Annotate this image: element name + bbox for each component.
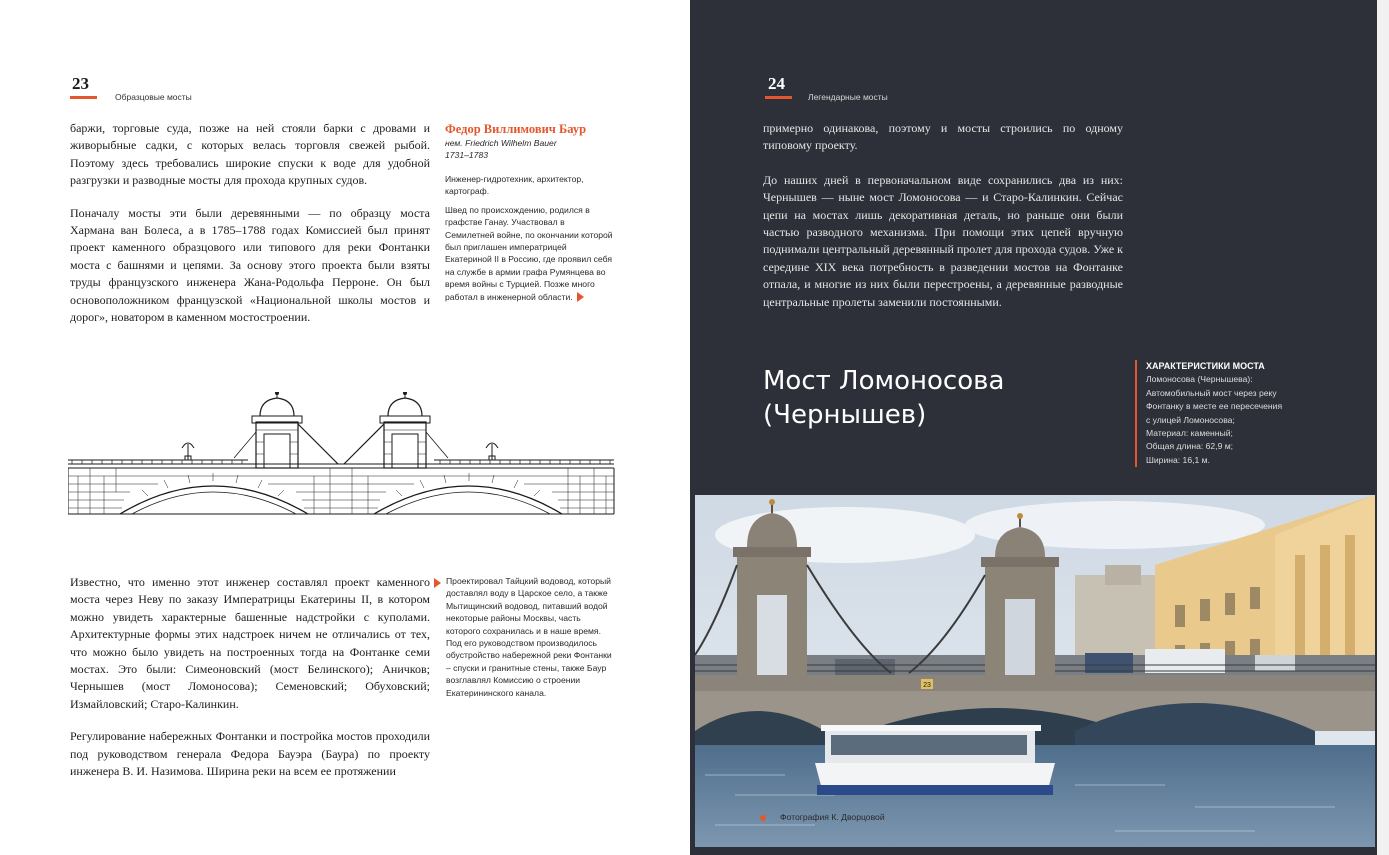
bio-text: Швед по происхождению, родился в графстве Ганау. Участвовал в Семилетней войне, по окончании которой был приглашен императрицей Екатериной II в Россию, где проявил себя на службе в армии графа Румянцева во время войны с Турцией. Позже много работал в инженерной области. [445,204,613,302]
left-page [0,0,690,855]
note-arrow-icon [434,578,441,588]
bridge-characteristics [1135,360,1316,467]
page-number-right: 24 [768,74,785,93]
bridge-photo-illustration [695,495,1375,847]
bridge-photo [695,495,1375,847]
characteristics-line: Ширина: 16,1 м. [1146,454,1210,465]
bio-original-name: нем. Friedrich Wilhelm Bauer [445,138,557,148]
bio-profession: Инженер-гидротехник, архитектор, картограф. [445,174,584,197]
sidebar-bio [445,122,613,303]
bridge-drawing [68,392,616,516]
photo-caption [760,812,885,822]
page-number-left: 23 [72,74,89,93]
paragraph: баржи, торговые суда, позже на ней стояли барки с дровами и живорыбные садки, с которых велась торговля свежей рыбой. Поэтому здесь требовались широкие спуски к воде для удобной разгрузки и разводные мосты для прохода крупных судов. [70,121,430,188]
bio-name: Федор Виллимович Баур [445,122,587,136]
caption-text: Фотография К. Дворцовой [780,812,885,822]
paragraph: До наших дней в первоначальном виде сохранились два из них: Чернышев — ныне мост Ломоносова — и Старо-Калинкин. Сейчас цепи на мостах лишь декоративная деталь, но раньше они были частью разводного механизма. При помощи этих цепей вручную поднимали центральный деревянный пролет для прохода судов. Уже к середине XIX века потребность в разведении мостов на Фонтанке отпала, и многие из них были перестроены, а деревянные разводные центральные пролеты заменили постоянными. [763,172,1123,309]
sidebar-note [446,575,612,699]
page-number-bar-right [765,96,792,99]
paragraph: Регулирование набережных Фонтанки и постройка мостов проходили под руководством генерала Федора Бауэра (Баура) по проекту инженера В. И. Назимова. Ширина реки на всем ее протяжении [70,729,430,779]
characteristics-line: Автомобильный мост через реку [1146,387,1277,398]
continue-arrow-icon [577,292,584,302]
bio-text-wrap [445,204,613,303]
characteristics-header: ХАРАКТЕРИСТИКИ МОСТА [1146,361,1265,371]
body-text-bottom [70,574,430,795]
characteristics-line: Фонтанку в месте ее пересечения [1146,401,1283,412]
paragraph: Поначалу мосты эти были деревянными — по образцу моста Хармана ван Болеса, а в 1785–1788 годах Комиссией был принят проект каменного образцового или типового для реки Фонтанки моста с башнями и цепями. За основу этого проекта были взяты труды французского инженера Жана-Родольфа Перроне. Он был основоположником французской «Национальной школы мостов и дорог», новатором в каменном мостостроении. [70,205,430,325]
characteristics-line: Ломоносова (Чернышева): [1146,374,1253,385]
characteristics-line: Общая длина: 62,9 м; [1146,441,1234,452]
heading-line: Мост Ломоносова [763,366,1005,396]
bridge-plate-number: 23 [923,682,931,689]
right-edge [1377,0,1389,855]
note-text: Проектировал Тайцкий водовод, который доставлял воду в Царское село, а также Мытищинский водовод, питавший водой некоторые районы Москвы, часть которого сохранилась и в наше время. Под его руководством производилось обустройство набережной реки Фонтанки – спуски и гранитные стены, также Баур возглавлял Комиссию о строении Екатерининского канала. [446,576,612,698]
characteristics-line: Материал: каменный; [1146,428,1233,439]
body-text-right [763,120,1123,328]
paragraph: Известно, что именно этот инженер составлял проект каменного моста через Неву по заказу Императрицы Екатерины II, в котором можно увидеть характерные башенные надстройки с куполами. Архитектурные формы этих надстроек ничем не отличались от тех, что можно было увидеть на построенных тогда на Фонтанке семи мостах. Это были: Симеоновский (мост Белинского); Аничков; Чернышев (мост Ломоносова); Семеновский; Обуховский; Измайловский; Старо-Калинкин. [70,575,430,711]
bio-years: 1731–1783 [445,150,489,160]
page-number-bar-left [70,96,97,99]
heading-line: (Чернышев) [763,400,927,430]
characteristics-line: с улицей Ломоносова; [1146,414,1235,425]
running-title-left: Образцовые мосты [115,92,192,102]
running-title-right: Легендарные мосты [808,92,888,102]
paragraph: примерно одинакова, поэтому и мосты строились по одному типовому проекту. [763,121,1123,153]
bridge-heading [763,364,1004,432]
caption-bullet-icon [760,815,766,821]
body-text-top [70,120,430,341]
